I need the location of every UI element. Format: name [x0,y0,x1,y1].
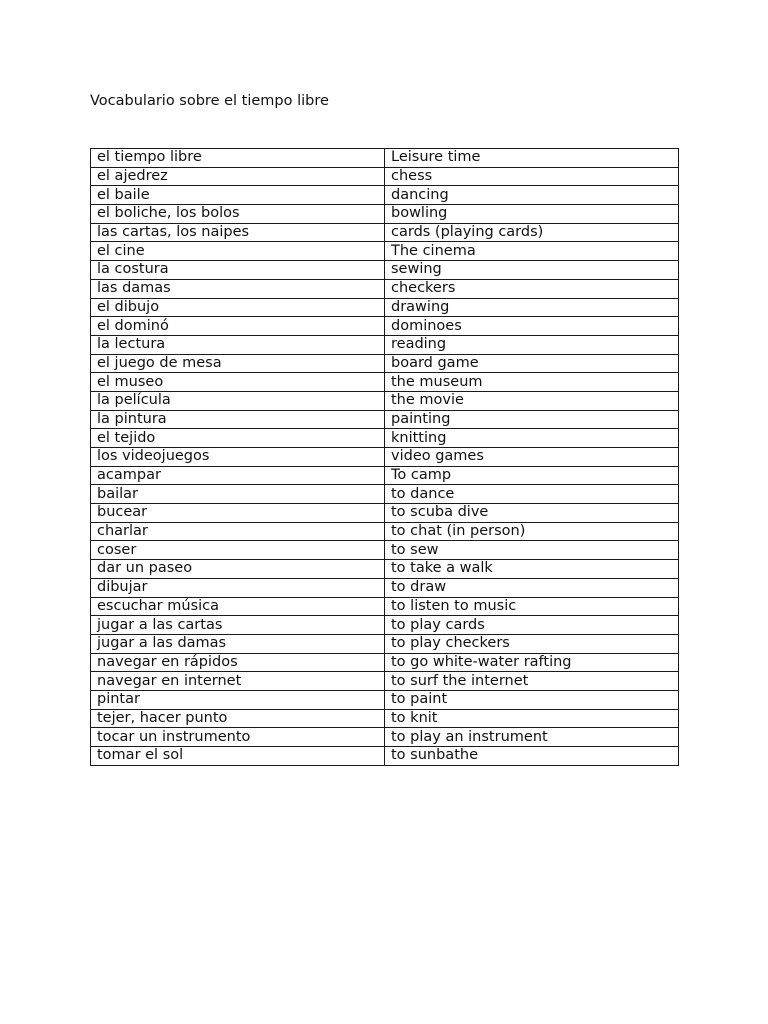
table-row [91,747,679,766]
table-row [91,504,679,523]
english-translation-cell: to dance [385,485,679,504]
table-row [91,373,679,392]
table-row [91,541,679,560]
table-row [91,335,679,354]
english-translation-cell: to listen to music [385,597,679,616]
table-row [91,653,679,672]
english-translation-cell: to surf the internet [385,672,679,691]
english-translation-cell: board game [385,354,679,373]
english-translation-cell: to paint [385,690,679,709]
spanish-term-cell: la costura [91,261,385,280]
table-row [91,298,679,317]
spanish-term-cell: coser [91,541,385,560]
english-translation-cell: dancing [385,186,679,205]
spanish-term-cell: los videojuegos [91,448,385,467]
spanish-term-cell: el juego de mesa [91,354,385,373]
table-row [91,709,679,728]
table-row [91,261,679,280]
english-translation-cell: to sew [385,541,679,560]
table-row [91,522,679,541]
english-translation-cell: the movie [385,391,679,410]
english-translation-cell: to play cards [385,616,679,635]
spanish-term-cell: pintar [91,690,385,709]
english-translation-cell: drawing [385,298,679,317]
english-translation-cell: painting [385,410,679,429]
spanish-term-cell: las damas [91,279,385,298]
english-translation-cell: to draw [385,578,679,597]
vocabulary-table [90,148,679,766]
spanish-term-cell: tocar un instrumento [91,728,385,747]
table-row [91,560,679,579]
spanish-term-cell: la lectura [91,335,385,354]
spanish-term-cell: jugar a las damas [91,634,385,653]
spanish-term-cell: acampar [91,466,385,485]
english-translation-cell: to play an instrument [385,728,679,747]
table-row [91,429,679,448]
spanish-term-cell: la pintura [91,410,385,429]
table-row [91,167,679,186]
spanish-term-cell: charlar [91,522,385,541]
spanish-term-cell: bucear [91,504,385,523]
spanish-term-cell: el dominó [91,317,385,336]
english-translation-cell: knitting [385,429,679,448]
english-translation-cell: to take a walk [385,560,679,579]
english-translation-cell: chess [385,167,679,186]
table-row [91,616,679,635]
table-row [91,672,679,691]
page-title: Vocabulario sobre el tiempo libre [90,93,329,109]
spanish-term-cell: navegar en rápidos [91,653,385,672]
english-translation-cell: Leisure time [385,149,679,168]
table-row [91,597,679,616]
spanish-term-cell: tejer, hacer punto [91,709,385,728]
table-row [91,448,679,467]
english-translation-cell: the museum [385,373,679,392]
table-row [91,279,679,298]
spanish-term-cell: dibujar [91,578,385,597]
spanish-term-cell: jugar a las cartas [91,616,385,635]
spanish-term-cell: el baile [91,186,385,205]
spanish-term-cell: el cine [91,242,385,261]
table-row [91,354,679,373]
table-row [91,578,679,597]
table-row [91,149,679,168]
spanish-term-cell: escuchar música [91,597,385,616]
vocabulary-table-body [91,149,679,766]
english-translation-cell: cards (playing cards) [385,223,679,242]
table-row [91,391,679,410]
table-row [91,223,679,242]
spanish-term-cell: el ajedrez [91,167,385,186]
spanish-term-cell: el tiempo libre [91,149,385,168]
english-translation-cell: to play checkers [385,634,679,653]
english-translation-cell: reading [385,335,679,354]
spanish-term-cell: el dibujo [91,298,385,317]
english-translation-cell: sewing [385,261,679,280]
table-row [91,410,679,429]
spanish-term-cell: las cartas, los naipes [91,223,385,242]
table-row [91,317,679,336]
spanish-term-cell: el tejido [91,429,385,448]
spanish-term-cell: bailar [91,485,385,504]
english-translation-cell: dominoes [385,317,679,336]
table-row [91,690,679,709]
english-translation-cell: checkers [385,279,679,298]
english-translation-cell: The cinema [385,242,679,261]
table-row [91,728,679,747]
english-translation-cell: to chat (in person) [385,522,679,541]
spanish-term-cell: la película [91,391,385,410]
table-row [91,466,679,485]
english-translation-cell: to sunbathe [385,747,679,766]
table-row [91,205,679,224]
english-translation-cell: to scuba dive [385,504,679,523]
table-row [91,186,679,205]
english-translation-cell: bowling [385,205,679,224]
spanish-term-cell: tomar el sol [91,747,385,766]
english-translation-cell: to go white-water rafting [385,653,679,672]
english-translation-cell: to knit [385,709,679,728]
spanish-term-cell: el boliche, los bolos [91,205,385,224]
table-row [91,485,679,504]
table-row [91,634,679,653]
english-translation-cell: video games [385,448,679,467]
table-row [91,242,679,261]
spanish-term-cell: navegar en internet [91,672,385,691]
spanish-term-cell: el museo [91,373,385,392]
english-translation-cell: To camp [385,466,679,485]
spanish-term-cell: dar un paseo [91,560,385,579]
